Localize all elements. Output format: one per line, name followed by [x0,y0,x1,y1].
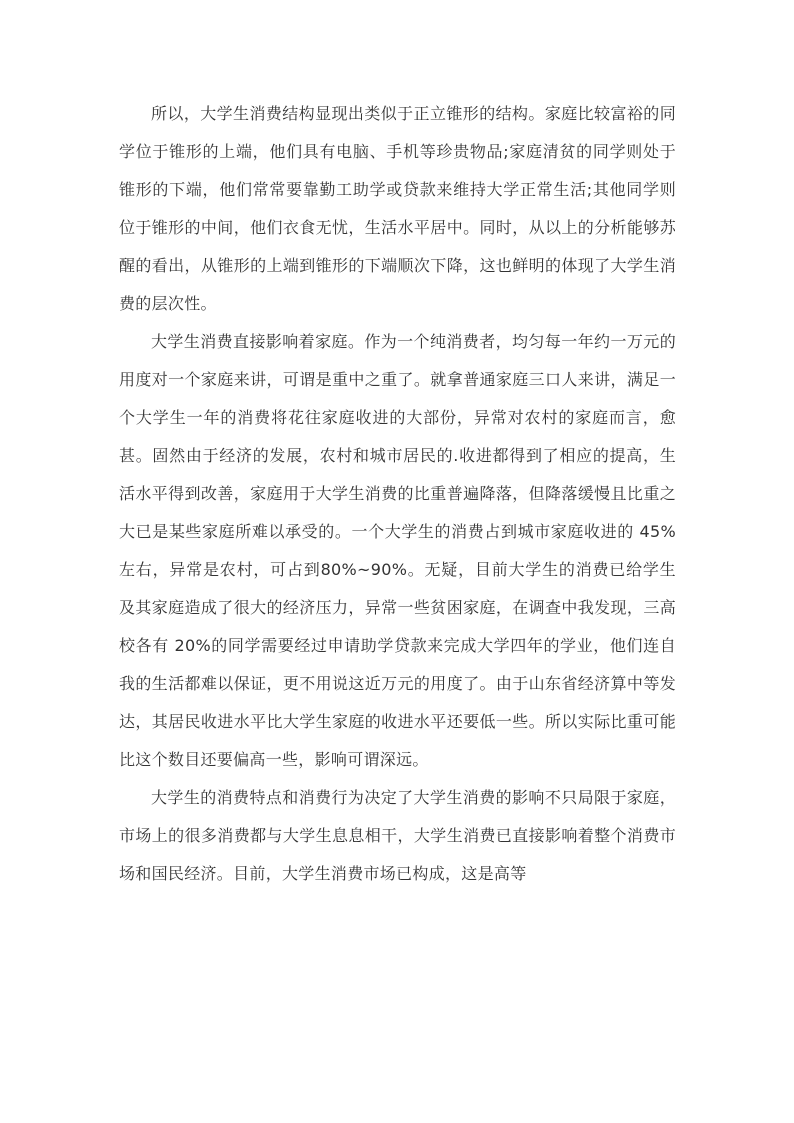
paragraph-market-impact: 大学生的消费特点和消费行为决定了大学生消费的影响不只局限于家庭，市场上的很多消费都与大学生息息相干，大学生消费已直接影响着整个消费市场和国民经济。目前，大学生消费市场已构成，这是高等 [119,788,676,883]
paragraph-family-impact: 大学生消费直接影响着家庭。作为一个纯消费者，均匀每一年约一万元的用度对一个家庭来讲，可谓是重中之重了。就拿普通家庭三口人来讲，满足一个大学生一年的消费将花往家庭收进的大部份，异常对农村的家庭而言，愈甚。固然由于经济的发展，农村和城市居民的.收进都得到了相应的提高，生活水平得到改善，家庭用于大学生消费的比重普遍降落，但降落缓慢且比重之大已是某些家庭所难以承受的。一个大学生的消费占到城市家庭收进的 45%左右，异常是农村，可占到80%~90%。无疑，目前大学生的消费已给学生及其家庭造成了很大的经济压力，异常一些贫困家庭，在调查中我发现，三高校各有 20%的同学需要经过申请助学贷款来完成大学四年的学业，他们连自我的生活都难以保证，更不用说这近万元的用度了。由于山东省经济算中等发达，其居民收进水平比大学生家庭的收进水平还要低一些。所以实际比重可能比这个数目还要偏高一些，影响可谓深远。 [119,332,676,769]
paragraph-consumption-structure: 所以，大学生消费结构显现出类似于正立锥形的结构。家庭比较富裕的同学位于锥形的上端，他们具有电脑、手机等珍贵物品;家庭清贫的同学则处于锥形的下端，他们常常要靠勤工助学或贷款来维持大学正常生活;其他同学则位于锥形的中间，他们衣食无忧，生活水平居中。同时，从以上的分析能够苏醒的看出，从锥形的上端到锥形的下端顺次下降，这也鲜明的体现了大学生消费的层次性。 [119,104,676,313]
document-page [119,95,676,893]
